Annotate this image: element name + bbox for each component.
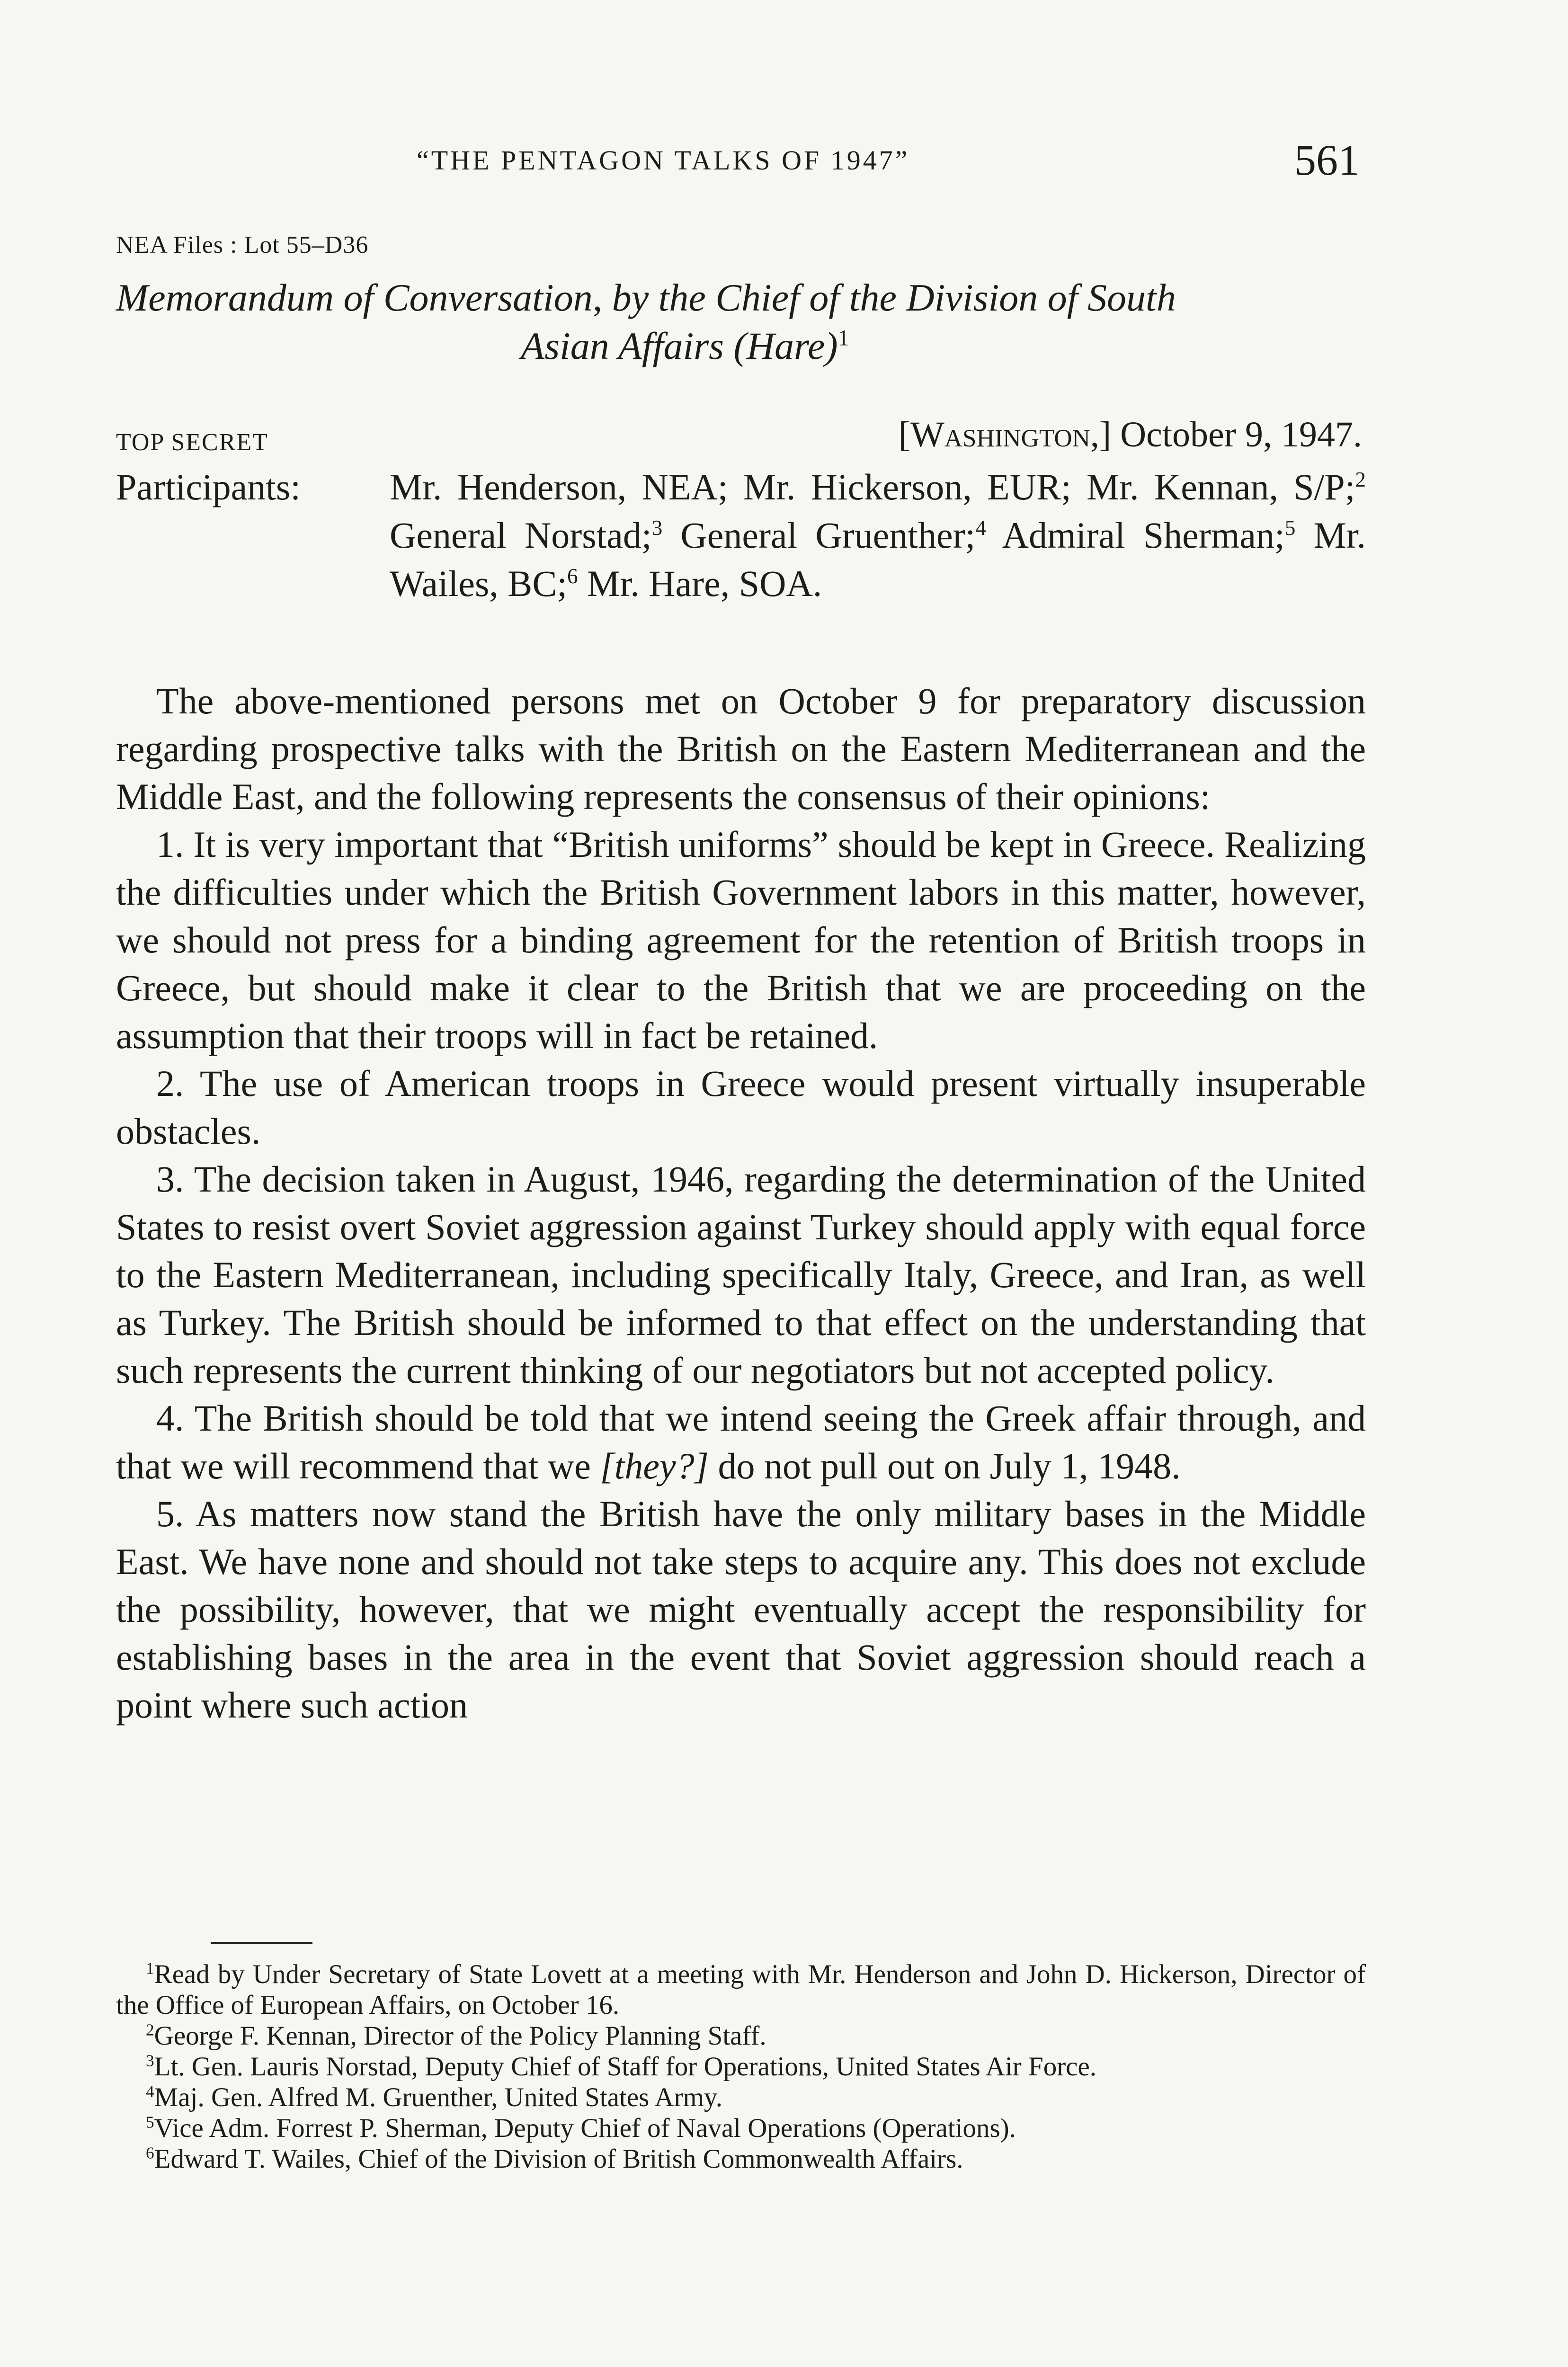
title-line-2-wrap [116, 322, 1366, 370]
footnote [116, 2051, 1366, 2082]
footnote-number: 1 [146, 1959, 154, 1978]
classification-label: TOP SECRET [116, 429, 268, 456]
footnote [116, 2144, 1366, 2174]
footnote [116, 2082, 1366, 2113]
footnote-number: 3 [146, 2051, 154, 2070]
dateline-place: [Washington,] [898, 415, 1112, 454]
footnote-number: 6 [146, 2144, 154, 2162]
footnote-mark: 6 [567, 564, 578, 588]
footnote-text: Read by Under Secretary of State Lovett at a meeting with Mr. Henderson and John D. Hickerson, Director of the Office of European Affairs, on October 16. [116, 1959, 1366, 2020]
participants-label: Participants: [116, 466, 301, 507]
paragraph-2: 2. The use of American troops in Greece would present virtually insuperable obstacles. [116, 1063, 1366, 1152]
participants-text-3: General Gruenther; [662, 515, 976, 556]
footnote [116, 1959, 1366, 2020]
paragraph-5: 5. As matters now stand the British have the only military bases in the Middle East. We have none and should not take steps to acquire any. This does not exclude the possibility, however, that we might eventually accept the responsibility for establishing bases in the area in the event that Soviet aggression should reach a point where such action [116, 1493, 1366, 1726]
participants-text-1: Mr. Henderson, NEA; Mr. Hickerson, EUR; Mr. Kennan, S/P; [390, 466, 1355, 507]
footnote [116, 2020, 1366, 2051]
footnote-mark: 2 [1355, 467, 1366, 491]
dateline-date: October 9, 1947. [1120, 415, 1362, 454]
participants-text-6: Mr. Hare, SOA. [578, 563, 822, 604]
footnote-number: 2 [146, 2020, 154, 2039]
page-number: 561 [1294, 136, 1360, 184]
footnote-mark: 5 [1284, 516, 1296, 540]
footnote-mark: 3 [651, 516, 663, 540]
footnote-number: 4 [146, 2082, 154, 2101]
memo-body [116, 677, 1366, 1729]
paragraph-4-text-c: do not pull out on July 1, 1948. [708, 1445, 1181, 1486]
footnote-mark: 4 [975, 516, 986, 540]
participants-block [116, 463, 1366, 608]
file-reference: NEA Files : Lot 55–D36 [116, 231, 369, 258]
title-line-2: Asian Affairs (Hare) [521, 324, 838, 367]
dateline [899, 414, 1362, 455]
participants-text-4: Admiral Sherman; [986, 515, 1285, 556]
footnote [116, 2113, 1366, 2144]
participants-text-2: General Norstad; [390, 515, 652, 556]
footnote-text: Vice Adm. Forrest P. Sherman, Deputy Chief of Naval Operations (Operations). [154, 2113, 1016, 2143]
paragraph-4-editorial: [they?] [600, 1445, 709, 1486]
footnote-text: Edward T. Wailes, Chief of the Division of British Commonwealth Affairs. [154, 2144, 963, 2174]
footnote-text: George F. Kennan, Director of the Policy Planning Staff. [154, 2021, 766, 2051]
paragraph-4-text-a: 4. The British should be told that we intend seeing the Greek affair through, and that we will recommend that we [116, 1397, 1366, 1486]
footnote-text: Lt. Gen. Lauris Norstad, Deputy Chief of Staff for Operations, United States Air Force. [154, 2052, 1097, 2082]
title-line-1: Memorandum of Conversation, by the Chief of the Division of South [116, 276, 1176, 319]
memo-title [116, 274, 1366, 370]
footnote-divider [211, 1942, 312, 1944]
footnote-number: 5 [146, 2113, 154, 2132]
participants-list [390, 463, 1366, 608]
paragraph-1: 1. It is very important that “British uniforms” should be kept in Greece. Realizing the difficulties under which the British Government labors in this matter, however, we should not press for a binding agreement for the retention of British troops in Greece, but should make it clear to the British that we are proceeding on the assumption that their troops will in fact be retained. [116, 824, 1366, 1056]
running-head: “THE PENTAGON TALKS OF 1947” [417, 145, 910, 176]
footnote-mark: 1 [837, 326, 849, 351]
intro-paragraph: The above-mentioned persons met on October 9 for preparatory discussion regarding prospective talks with the British on the Eastern Mediterranean and the Middle East, and the following represents the consensus of their opinions: [116, 680, 1366, 817]
footnotes [116, 1959, 1366, 2174]
participants-text-5: Mr. Wailes, BC; [390, 515, 1366, 604]
paragraph-4 [116, 1394, 1366, 1490]
paragraph-3: 3. The decision taken in August, 1946, regarding the determination of the United States to resist overt Soviet aggression against Turkey should apply with equal force to the Eastern Mediterranean, including specifically Italy, Greece, and Iran, as well as Turkey. The British should be informed to that effect on the understanding that such represents the current thinking of our negotiators but not accepted policy. [116, 1158, 1366, 1391]
footnote-text: Maj. Gen. Alfred M. Gruenther, United States Army. [154, 2082, 722, 2112]
